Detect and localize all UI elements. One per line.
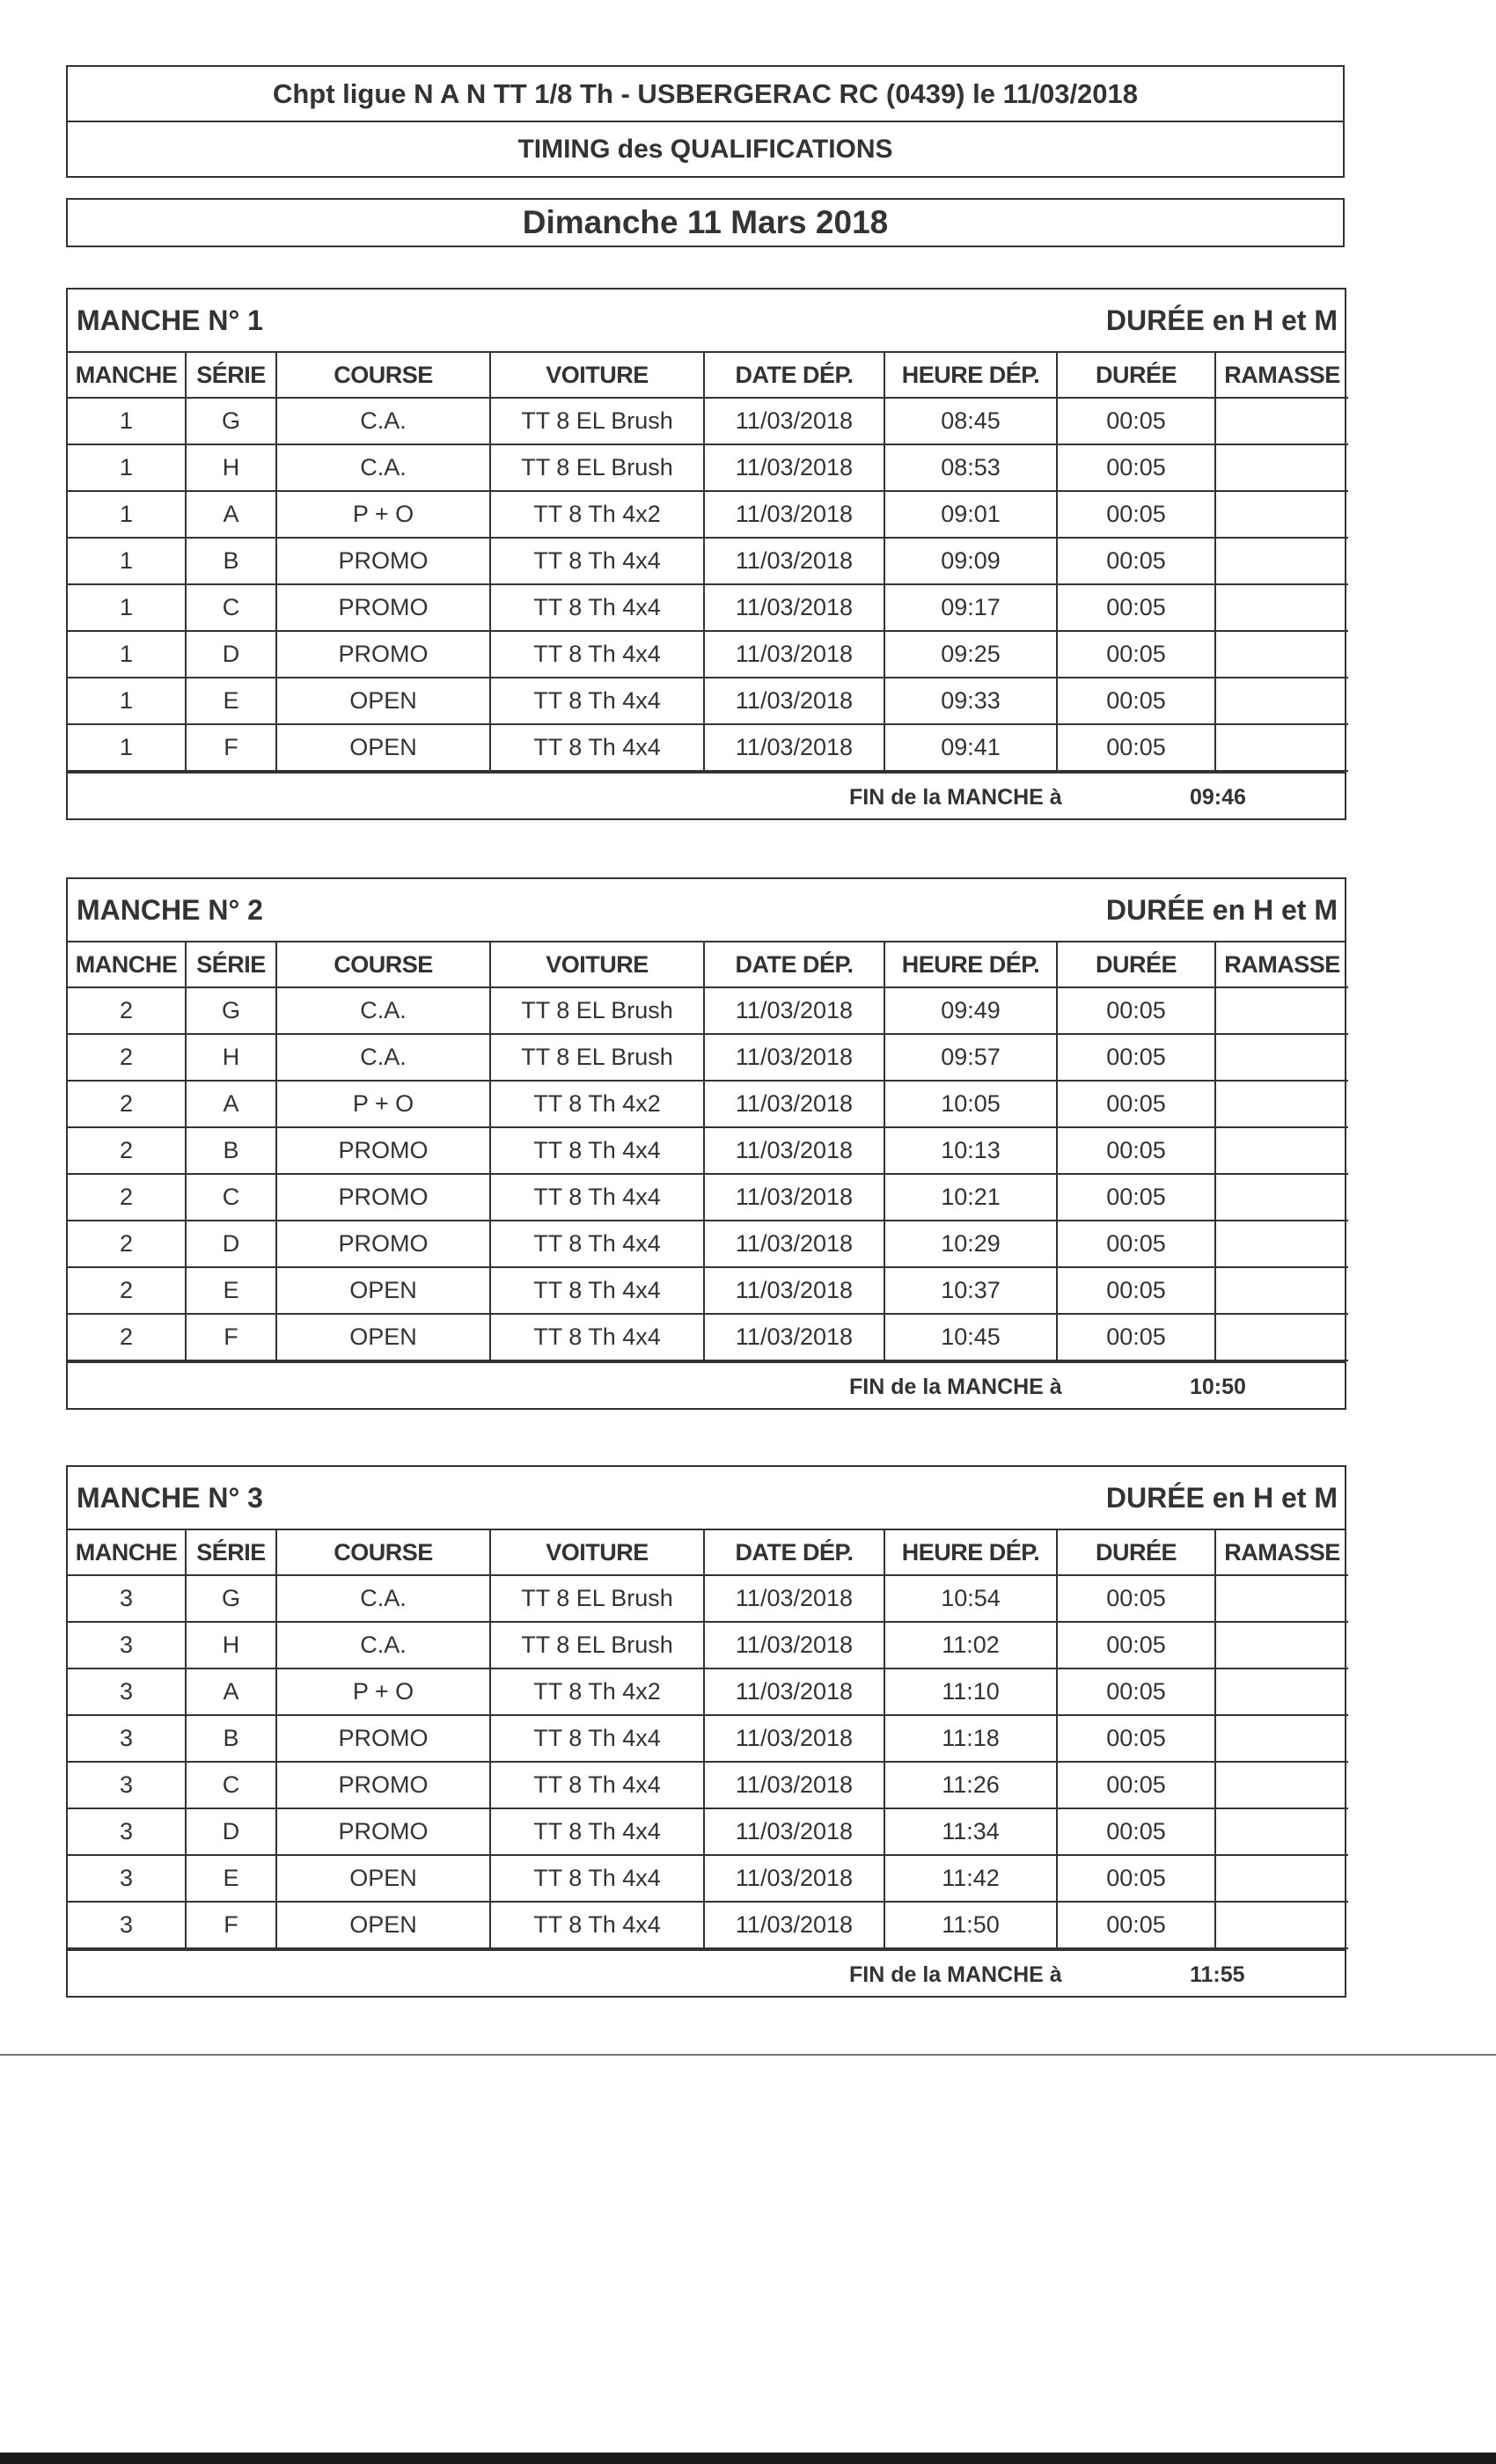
cell-heure-dep: 10:05: [884, 1081, 1057, 1127]
cell-duree: 00:05: [1057, 1715, 1215, 1762]
manche-header: [68, 879, 1345, 942]
cell-ramasse: [1215, 1855, 1348, 1902]
cell-course: C.A.: [276, 1575, 490, 1622]
cell-course: PROMO: [276, 631, 490, 678]
cell-date-dep: 11/03/2018: [704, 1034, 884, 1081]
duration-note: DURÉE en H et M: [1105, 893, 1338, 926]
cell-course: P + O: [276, 1081, 490, 1127]
cell-heure-dep: 10:21: [884, 1174, 1057, 1221]
column-header-heure-dep: HEURE DÉP.: [884, 942, 1057, 987]
cell-manche: 3: [68, 1855, 186, 1902]
cell-date-dep: 11/03/2018: [704, 1221, 884, 1267]
table-row: [68, 1034, 1348, 1081]
cell-duree: 00:05: [1057, 398, 1215, 444]
column-header-manche: MANCHE: [68, 353, 186, 398]
duration-note: DURÉE en H et M: [1105, 304, 1338, 336]
cell-manche: 3: [68, 1715, 186, 1762]
cell-ramasse: [1215, 1575, 1348, 1622]
cell-serie: D: [186, 1808, 276, 1855]
table-row: [68, 491, 1348, 538]
cell-heure-dep: 10:45: [884, 1314, 1057, 1360]
cell-heure-dep: 09:09: [884, 538, 1057, 584]
cell-ramasse: [1215, 1081, 1348, 1127]
cell-date-dep: 11/03/2018: [704, 1668, 884, 1715]
column-header-manche: MANCHE: [68, 942, 186, 987]
end-time: 10:50: [1190, 1375, 1246, 1399]
cell-manche: 2: [68, 1314, 186, 1360]
table-row: [68, 1808, 1348, 1855]
column-header-duree: DURÉE: [1057, 1530, 1215, 1575]
cell-serie: D: [186, 1221, 276, 1267]
cell-duree: 00:05: [1057, 631, 1215, 678]
day-banner: [66, 198, 1345, 247]
cell-ramasse: [1215, 1715, 1348, 1762]
cell-date-dep: 11/03/2018: [704, 724, 884, 771]
column-header-duree: DURÉE: [1057, 353, 1215, 398]
cell-course: C.A.: [276, 398, 490, 444]
cell-duree: 00:05: [1057, 1267, 1215, 1314]
cell-heure-dep: 09:41: [884, 724, 1057, 771]
cell-heure-dep: 11:26: [884, 1762, 1057, 1808]
cell-serie: G: [186, 398, 276, 444]
cell-voiture: TT 8 Th 4x2: [490, 491, 704, 538]
cell-course: P + O: [276, 1668, 490, 1715]
cell-manche: 1: [68, 491, 186, 538]
cell-manche: 2: [68, 987, 186, 1034]
cell-voiture: TT 8 Th 4x4: [490, 1267, 704, 1314]
cell-course: OPEN: [276, 1314, 490, 1360]
manche-title: MANCHE N° 1: [77, 304, 263, 336]
cell-manche: 3: [68, 1622, 186, 1668]
end-label: FIN de la MANCHE à: [849, 785, 1062, 810]
cell-date-dep: 11/03/2018: [704, 678, 884, 724]
cell-duree: 00:05: [1057, 538, 1215, 584]
cell-ramasse: [1215, 724, 1348, 771]
cell-course: PROMO: [276, 584, 490, 631]
duration-note: DURÉE en H et M: [1105, 1481, 1338, 1514]
column-header-date-dep: DATE DÉP.: [704, 942, 884, 987]
manche-section: [66, 877, 1346, 1410]
table-row: [68, 584, 1348, 631]
cell-date-dep: 11/03/2018: [704, 398, 884, 444]
cell-date-dep: 11/03/2018: [704, 631, 884, 678]
cell-ramasse: [1215, 1174, 1348, 1221]
cell-serie: C: [186, 1174, 276, 1221]
column-header-ramasse: RAMASSE: [1215, 1530, 1348, 1575]
column-header-course: COURSE: [276, 942, 490, 987]
cell-manche: 2: [68, 1081, 186, 1127]
table-row: [68, 1081, 1348, 1127]
manche-table: [68, 353, 1348, 772]
cell-serie: B: [186, 1715, 276, 1762]
cell-date-dep: 11/03/2018: [704, 538, 884, 584]
cell-ramasse: [1215, 1314, 1348, 1360]
cell-voiture: TT 8 Th 4x4: [490, 724, 704, 771]
scanner-border: [0, 2453, 1496, 2464]
cell-manche: 2: [68, 1267, 186, 1314]
cell-course: P + O: [276, 491, 490, 538]
cell-duree: 00:05: [1057, 491, 1215, 538]
cell-voiture: TT 8 Th 4x4: [490, 538, 704, 584]
column-header-ramasse: RAMASSE: [1215, 353, 1348, 398]
cell-duree: 00:05: [1057, 1855, 1215, 1902]
cell-manche: 3: [68, 1762, 186, 1808]
cell-duree: 00:05: [1057, 1668, 1215, 1715]
column-header-course: COURSE: [276, 353, 490, 398]
cell-manche: 1: [68, 631, 186, 678]
end-label: FIN de la MANCHE à: [849, 1375, 1062, 1399]
column-header-date-dep: DATE DÉP.: [704, 353, 884, 398]
cell-course: C.A.: [276, 444, 490, 491]
cell-heure-dep: 10:13: [884, 1127, 1057, 1174]
cell-serie: A: [186, 1081, 276, 1127]
cell-duree: 00:05: [1057, 678, 1215, 724]
cell-manche: 1: [68, 444, 186, 491]
table-row: [68, 724, 1348, 771]
cell-course: PROMO: [276, 1127, 490, 1174]
cell-course: OPEN: [276, 1902, 490, 1948]
cell-ramasse: [1215, 987, 1348, 1034]
cell-serie: C: [186, 1762, 276, 1808]
table-row: [68, 1668, 1348, 1715]
document-title-text: Chpt ligue N A N TT 1/8 Th - USBERGERAC RC (0439) le 11/03/2018: [272, 77, 1139, 109]
table-header-row: [68, 353, 1348, 398]
cell-course: PROMO: [276, 1174, 490, 1221]
column-header-date-dep: DATE DÉP.: [704, 1530, 884, 1575]
cell-course: PROMO: [276, 1221, 490, 1267]
cell-date-dep: 11/03/2018: [704, 1808, 884, 1855]
cell-course: PROMO: [276, 1808, 490, 1855]
table-row: [68, 1267, 1348, 1314]
scanned-page-edge: [0, 2054, 1496, 2056]
cell-duree: 00:05: [1057, 1034, 1215, 1081]
table-row: [68, 1575, 1348, 1622]
cell-serie: E: [186, 1267, 276, 1314]
column-header-serie: SÉRIE: [186, 1530, 276, 1575]
cell-manche: 3: [68, 1808, 186, 1855]
cell-course: OPEN: [276, 724, 490, 771]
cell-voiture: TT 8 Th 4x4: [490, 1174, 704, 1221]
manche-header: [68, 1467, 1345, 1530]
cell-course: PROMO: [276, 1762, 490, 1808]
cell-voiture: TT 8 Th 4x4: [490, 678, 704, 724]
cell-date-dep: 11/03/2018: [704, 1575, 884, 1622]
table-row: [68, 398, 1348, 444]
cell-serie: H: [186, 444, 276, 491]
cell-serie: H: [186, 1622, 276, 1668]
column-header-heure-dep: HEURE DÉP.: [884, 353, 1057, 398]
manche-footer: [68, 1361, 1345, 1408]
cell-date-dep: 11/03/2018: [704, 1314, 884, 1360]
cell-ramasse: [1215, 491, 1348, 538]
cell-heure-dep: 09:33: [884, 678, 1057, 724]
cell-course: OPEN: [276, 1855, 490, 1902]
cell-course: OPEN: [276, 678, 490, 724]
cell-serie: F: [186, 1902, 276, 1948]
cell-heure-dep: 10:29: [884, 1221, 1057, 1267]
cell-manche: 1: [68, 678, 186, 724]
cell-date-dep: 11/03/2018: [704, 1622, 884, 1668]
table-row: [68, 1902, 1348, 1948]
table-row: [68, 1127, 1348, 1174]
cell-duree: 00:05: [1057, 1081, 1215, 1127]
cell-heure-dep: 11:34: [884, 1808, 1057, 1855]
table-header-row: [68, 942, 1348, 987]
cell-manche: 2: [68, 1174, 186, 1221]
cell-duree: 00:05: [1057, 444, 1215, 491]
cell-heure-dep: 11:50: [884, 1902, 1057, 1948]
cell-date-dep: 11/03/2018: [704, 491, 884, 538]
cell-ramasse: [1215, 1808, 1348, 1855]
cell-heure-dep: 08:45: [884, 398, 1057, 444]
cell-duree: 00:05: [1057, 1221, 1215, 1267]
cell-date-dep: 11/03/2018: [704, 1762, 884, 1808]
manche-table: [68, 1530, 1348, 1949]
cell-manche: 1: [68, 398, 186, 444]
cell-voiture: TT 8 EL Brush: [490, 1622, 704, 1668]
cell-manche: 2: [68, 1127, 186, 1174]
table-row: [68, 1622, 1348, 1668]
cell-ramasse: [1215, 1902, 1348, 1948]
cell-voiture: TT 8 Th 4x4: [490, 1808, 704, 1855]
table-row: [68, 631, 1348, 678]
cell-heure-dep: 09:57: [884, 1034, 1057, 1081]
cell-voiture: TT 8 Th 4x4: [490, 631, 704, 678]
cell-date-dep: 11/03/2018: [704, 1174, 884, 1221]
end-time: 11:55: [1190, 1962, 1245, 1987]
cell-ramasse: [1215, 444, 1348, 491]
end-label: FIN de la MANCHE à: [849, 1962, 1062, 1987]
cell-serie: A: [186, 1668, 276, 1715]
cell-date-dep: 11/03/2018: [704, 444, 884, 491]
manche-section: [66, 1465, 1346, 1998]
cell-duree: 00:05: [1057, 1622, 1215, 1668]
cell-serie: F: [186, 724, 276, 771]
table-row: [68, 1174, 1348, 1221]
cell-serie: B: [186, 538, 276, 584]
column-header-ramasse: RAMASSE: [1215, 942, 1348, 987]
cell-voiture: TT 8 Th 4x4: [490, 1715, 704, 1762]
manche-footer: [68, 1949, 1345, 1996]
cell-duree: 00:05: [1057, 1808, 1215, 1855]
cell-ramasse: [1215, 1762, 1348, 1808]
cell-duree: 00:05: [1057, 1127, 1215, 1174]
cell-date-dep: 11/03/2018: [704, 1081, 884, 1127]
cell-duree: 00:05: [1057, 987, 1215, 1034]
cell-ramasse: [1215, 1267, 1348, 1314]
cell-duree: 00:05: [1057, 1575, 1215, 1622]
column-header-serie: SÉRIE: [186, 353, 276, 398]
manche-title: MANCHE N° 3: [77, 1481, 263, 1514]
cell-voiture: TT 8 Th 4x4: [490, 1314, 704, 1360]
column-header-voiture: VOITURE: [490, 942, 704, 987]
cell-date-dep: 11/03/2018: [704, 987, 884, 1034]
cell-ramasse: [1215, 584, 1348, 631]
table-row: [68, 1314, 1348, 1360]
column-header-duree: DURÉE: [1057, 942, 1215, 987]
column-header-manche: MANCHE: [68, 1530, 186, 1575]
table-row: [68, 1855, 1348, 1902]
cell-manche: 3: [68, 1668, 186, 1715]
cell-ramasse: [1215, 538, 1348, 584]
cell-date-dep: 11/03/2018: [704, 584, 884, 631]
column-header-course: COURSE: [276, 1530, 490, 1575]
table-row: [68, 1715, 1348, 1762]
cell-manche: 1: [68, 584, 186, 631]
cell-serie: H: [186, 1034, 276, 1081]
cell-voiture: TT 8 Th 4x4: [490, 1855, 704, 1902]
cell-serie: G: [186, 1575, 276, 1622]
document-subtitle-text: TIMING des QUALIFICATIONS: [517, 134, 893, 164]
table-row: [68, 987, 1348, 1034]
cell-duree: 00:05: [1057, 584, 1215, 631]
cell-heure-dep: 09:49: [884, 987, 1057, 1034]
cell-voiture: TT 8 Th 4x4: [490, 1762, 704, 1808]
cell-voiture: TT 8 Th 4x4: [490, 1902, 704, 1948]
cell-heure-dep: 11:10: [884, 1668, 1057, 1715]
cell-heure-dep: 09:01: [884, 491, 1057, 538]
cell-voiture: TT 8 Th 4x2: [490, 1081, 704, 1127]
column-header-voiture: VOITURE: [490, 1530, 704, 1575]
cell-duree: 00:05: [1057, 1762, 1215, 1808]
cell-serie: D: [186, 631, 276, 678]
cell-ramasse: [1215, 1221, 1348, 1267]
cell-course: C.A.: [276, 1622, 490, 1668]
cell-serie: A: [186, 491, 276, 538]
cell-course: C.A.: [276, 1034, 490, 1081]
cell-heure-dep: 11:42: [884, 1855, 1057, 1902]
cell-heure-dep: 11:18: [884, 1715, 1057, 1762]
column-header-serie: SÉRIE: [186, 942, 276, 987]
cell-course: OPEN: [276, 1267, 490, 1314]
manche-header: [68, 290, 1345, 353]
document-title: [66, 65, 1345, 122]
table-header-row: [68, 1530, 1348, 1575]
cell-course: C.A.: [276, 987, 490, 1034]
day-banner-text: Dimanche 11 Mars 2018: [522, 204, 889, 240]
cell-voiture: TT 8 EL Brush: [490, 398, 704, 444]
cell-duree: 00:05: [1057, 724, 1215, 771]
cell-duree: 00:05: [1057, 1902, 1215, 1948]
cell-manche: 2: [68, 1034, 186, 1081]
column-header-voiture: VOITURE: [490, 353, 704, 398]
cell-ramasse: [1215, 1668, 1348, 1715]
cell-duree: 00:05: [1057, 1314, 1215, 1360]
column-header-heure-dep: HEURE DÉP.: [884, 1530, 1057, 1575]
cell-manche: 3: [68, 1575, 186, 1622]
cell-heure-dep: 08:53: [884, 444, 1057, 491]
cell-serie: C: [186, 584, 276, 631]
cell-date-dep: 11/03/2018: [704, 1855, 884, 1902]
cell-date-dep: 11/03/2018: [704, 1267, 884, 1314]
cell-voiture: TT 8 Th 4x4: [490, 1127, 704, 1174]
table-row: [68, 444, 1348, 491]
cell-voiture: TT 8 EL Brush: [490, 987, 704, 1034]
table-row: [68, 1762, 1348, 1808]
cell-ramasse: [1215, 678, 1348, 724]
cell-ramasse: [1215, 398, 1348, 444]
cell-heure-dep: 09:25: [884, 631, 1057, 678]
cell-manche: 2: [68, 1221, 186, 1267]
table-row: [68, 1221, 1348, 1267]
cell-date-dep: 11/03/2018: [704, 1715, 884, 1762]
cell-heure-dep: 11:02: [884, 1622, 1057, 1668]
cell-manche: 1: [68, 724, 186, 771]
cell-serie: E: [186, 678, 276, 724]
cell-ramasse: [1215, 1622, 1348, 1668]
cell-heure-dep: 09:17: [884, 584, 1057, 631]
cell-voiture: TT 8 EL Brush: [490, 1575, 704, 1622]
cell-ramasse: [1215, 1127, 1348, 1174]
cell-voiture: TT 8 Th 4x4: [490, 1221, 704, 1267]
cell-course: PROMO: [276, 1715, 490, 1762]
cell-serie: B: [186, 1127, 276, 1174]
manche-table: [68, 942, 1348, 1361]
cell-heure-dep: 10:37: [884, 1267, 1057, 1314]
cell-serie: F: [186, 1314, 276, 1360]
manche-footer: [68, 772, 1345, 818]
cell-manche: 1: [68, 538, 186, 584]
cell-date-dep: 11/03/2018: [704, 1902, 884, 1948]
manche-section: [66, 288, 1346, 820]
cell-manche: 3: [68, 1902, 186, 1948]
manche-title: MANCHE N° 2: [77, 893, 263, 926]
end-time: 09:46: [1190, 785, 1246, 810]
cell-heure-dep: 10:54: [884, 1575, 1057, 1622]
cell-serie: G: [186, 987, 276, 1034]
cell-voiture: TT 8 EL Brush: [490, 444, 704, 491]
table-row: [68, 538, 1348, 584]
cell-ramasse: [1215, 1034, 1348, 1081]
document-subtitle: [66, 121, 1345, 178]
cell-serie: E: [186, 1855, 276, 1902]
cell-course: PROMO: [276, 538, 490, 584]
cell-duree: 00:05: [1057, 1174, 1215, 1221]
table-row: [68, 678, 1348, 724]
cell-voiture: TT 8 Th 4x2: [490, 1668, 704, 1715]
cell-voiture: TT 8 EL Brush: [490, 1034, 704, 1081]
cell-voiture: TT 8 Th 4x4: [490, 584, 704, 631]
cell-date-dep: 11/03/2018: [704, 1127, 884, 1174]
cell-ramasse: [1215, 631, 1348, 678]
